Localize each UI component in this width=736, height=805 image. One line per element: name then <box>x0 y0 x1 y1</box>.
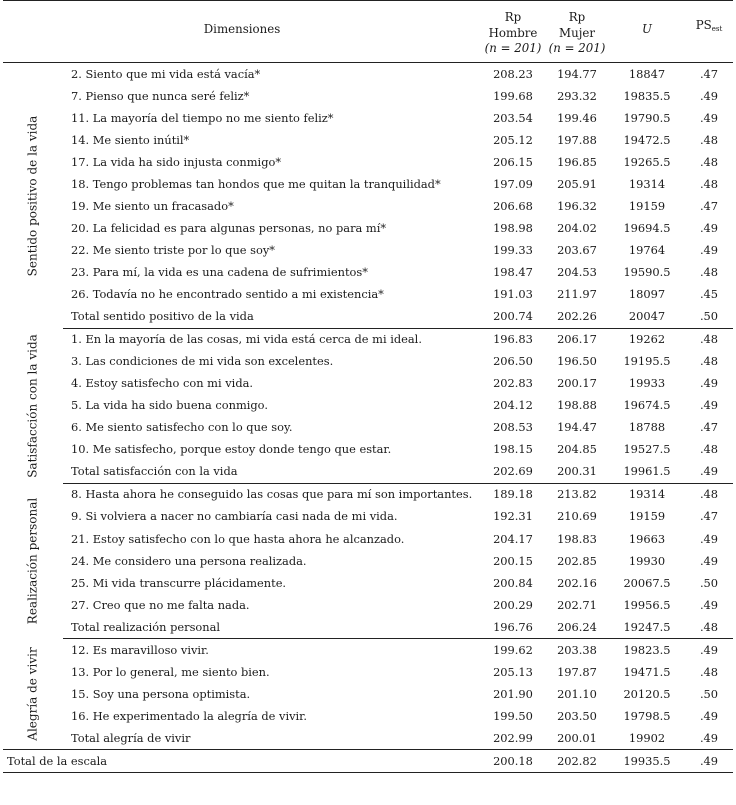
ps-value: .48 <box>685 616 733 639</box>
item-text: 13. Por lo general, me siento bien. <box>71 664 270 679</box>
item-text: Total realización personal <box>63 616 481 639</box>
rp-hombre-value: 198.47 <box>493 264 533 279</box>
item-text: 19. Me siento un fracasado* <box>71 198 234 213</box>
rp-hombre-value: 206.68 <box>493 198 533 213</box>
table-row <box>3 373 733 395</box>
rp-hombre-value: 196.83 <box>493 332 533 347</box>
table-row <box>3 129 733 151</box>
ps-value: .47 <box>699 198 719 213</box>
u-value: 19835.5 <box>623 88 671 103</box>
rp-hombre-value: 199.50 <box>493 708 533 723</box>
rp-hombre-value: 204.12 <box>493 398 533 413</box>
item-text: Total alegría de vivir <box>63 727 481 750</box>
item-text: 4. Estoy satisfecho con mi vida. <box>71 376 254 391</box>
header-u: U <box>642 22 652 37</box>
item-text: 7. Pienso que nunca seré feliz* <box>71 88 250 103</box>
u-value: 19694.5 <box>623 220 671 235</box>
item-text: 26. Todavía no he encontrado sentido a mi existencia* <box>71 286 384 301</box>
table-row <box>3 195 733 217</box>
item-text: 8. Hasta ahora he conseguido las cosas que para mí son importantes. <box>71 487 473 502</box>
u-value: 19262 <box>628 332 666 347</box>
table-row <box>3 283 733 305</box>
rp-hombre-value: 196.76 <box>481 616 545 639</box>
item-text: 3. Las condiciones de mi vida son excelentes. <box>71 354 334 369</box>
rp-mujer-value: 202.71 <box>557 597 597 612</box>
header-rp-hombre-line2: Hombre <box>488 25 538 40</box>
rp-hombre-value: 206.50 <box>493 354 533 369</box>
table-row <box>3 572 733 594</box>
rp-mujer-value: 196.85 <box>557 154 597 169</box>
rp-hombre-value: 200.29 <box>493 597 533 612</box>
rp-mujer-value: 206.24 <box>545 616 609 639</box>
rp-hombre-value: 208.23 <box>493 66 533 81</box>
ps-value: .50 <box>699 575 719 590</box>
ps-value: .49 <box>699 220 719 235</box>
item-text: 2. Siento que mi vida está vacía* <box>71 66 261 81</box>
rp-mujer-value: 201.10 <box>557 686 597 701</box>
ps-value: .47 <box>699 66 719 81</box>
rp-mujer-value: 202.85 <box>557 553 597 568</box>
total-scale-label: Total de la escala <box>3 750 481 773</box>
u-value: 18788 <box>628 420 666 435</box>
item-text: 18. Tengo problemas tan hondos que me quitan la tranquilidad* <box>71 176 441 191</box>
rp-hombre-value: 197.09 <box>493 176 533 191</box>
results-table <box>3 0 733 773</box>
header-rp-mujer-line2: Mujer <box>559 25 595 40</box>
ps-value: .47 <box>699 509 719 524</box>
rp-hombre-value: 204.17 <box>493 531 533 546</box>
rp-hombre-value: 206.15 <box>493 154 533 169</box>
ps-value: .49 <box>699 376 719 391</box>
item-text: 12. Es maravilloso vivir. <box>71 642 209 657</box>
ps-value: .48 <box>699 332 719 347</box>
table-row <box>3 395 733 417</box>
ps-value: .50 <box>685 306 733 329</box>
rp-mujer-value: 200.17 <box>557 376 597 391</box>
table-row <box>3 85 733 107</box>
u-value: 19265.5 <box>623 154 671 169</box>
header-rp-hombre-line1: Rp <box>504 10 522 25</box>
header-ps-subscript: est <box>711 25 723 34</box>
item-text: 23. Para mí, la vida es una cadena de sufrimientos* <box>71 264 368 279</box>
table-row <box>3 483 733 506</box>
ps-value: .48 <box>699 664 719 679</box>
header-rp-mujer <box>545 1 609 63</box>
total-ps-value: .49 <box>685 750 733 773</box>
u-value: 19930 <box>628 553 666 568</box>
section-label-cell <box>3 328 63 483</box>
u-value: 19472.5 <box>623 132 671 147</box>
rp-hombre-value: 199.62 <box>493 642 533 657</box>
u-value: 19590.5 <box>623 264 671 279</box>
section-label-cell <box>3 639 63 750</box>
ps-value: .50 <box>699 686 719 701</box>
rp-hombre-value: 208.53 <box>493 420 533 435</box>
table-row <box>3 261 733 283</box>
u-value: 19247.5 <box>609 616 685 639</box>
rp-hombre-value: 191.03 <box>493 286 533 301</box>
ps-value: .49 <box>685 727 733 750</box>
item-text: Total satisfacción con la vida <box>63 461 481 484</box>
u-value: 20047 <box>609 306 685 329</box>
table-row <box>3 351 733 373</box>
ps-value: .48 <box>699 176 719 191</box>
item-text: 21. Estoy satisfecho con lo que hasta ahora he alcanzado. <box>71 531 405 546</box>
rp-hombre-value: 202.69 <box>481 461 545 484</box>
item-text: 5. La vida ha sido buena conmigo. <box>71 398 268 413</box>
ps-value: .49 <box>699 597 719 612</box>
item-text: 17. La vida ha sido injusta conmigo* <box>71 154 282 169</box>
u-value: 19798.5 <box>623 708 671 723</box>
u-value: 19314 <box>628 487 666 502</box>
ps-value: .49 <box>699 110 719 125</box>
rp-mujer-value: 200.31 <box>545 461 609 484</box>
u-value: 19527.5 <box>623 442 671 457</box>
ps-value: .48 <box>699 264 719 279</box>
table-row <box>3 107 733 129</box>
ps-value: .47 <box>699 420 719 435</box>
item-text: 11. La mayoría del tiempo no me siento feliz* <box>71 110 334 125</box>
table-row <box>3 461 733 484</box>
ps-value: .48 <box>699 487 719 502</box>
ps-value: .48 <box>699 154 719 169</box>
u-value: 19902 <box>609 727 685 750</box>
header-ps <box>685 1 733 63</box>
rp-mujer-value: 203.50 <box>557 708 597 723</box>
total-rp-mujer-value: 202.82 <box>545 750 609 773</box>
rp-hombre-value: 192.31 <box>493 509 533 524</box>
ps-value: .49 <box>699 398 719 413</box>
item-text: 20. La felicidad es para algunas personas, no para mí* <box>71 220 387 235</box>
table-row <box>3 683 733 705</box>
item-text: 15. Soy una persona optimista. <box>71 686 251 701</box>
u-value: 19663 <box>628 531 666 546</box>
rp-mujer-value: 196.32 <box>557 198 597 213</box>
table-row <box>3 417 733 439</box>
rp-mujer-value: 204.85 <box>557 442 597 457</box>
item-text: 9. Si volviera a nacer no cambiaría casi nada de mi vida. <box>71 509 398 524</box>
table-row <box>3 705 733 727</box>
u-value: 19471.5 <box>623 664 671 679</box>
ps-value: .49 <box>699 642 719 657</box>
ps-value: .48 <box>699 442 719 457</box>
rp-hombre-value: 189.18 <box>493 487 533 502</box>
table-body <box>3 63 733 773</box>
table-header <box>3 1 733 63</box>
u-value: 18097 <box>628 286 666 301</box>
rp-hombre-value: 200.74 <box>481 306 545 329</box>
item-text: 14. Me siento inútil* <box>71 132 190 147</box>
rp-mujer-value: 203.38 <box>557 642 597 657</box>
rp-hombre-value: 201.90 <box>493 686 533 701</box>
ps-value: .49 <box>699 88 719 103</box>
u-value: 18847 <box>628 66 666 81</box>
header-ps-text: PS <box>695 18 712 33</box>
section-label: Satisfacción con la vida <box>25 333 40 478</box>
rp-mujer-value: 203.67 <box>557 242 597 257</box>
rp-mujer-value: 213.82 <box>557 487 597 502</box>
section-label-cell <box>3 63 63 329</box>
ps-value: .49 <box>699 242 719 257</box>
table-row <box>3 306 733 329</box>
item-text: 24. Me considero una persona realizada. <box>71 553 307 568</box>
rp-mujer-value: 199.46 <box>557 110 597 125</box>
rp-hombre-value: 199.33 <box>493 242 533 257</box>
rp-mujer-value: 197.88 <box>557 132 597 147</box>
rp-hombre-value: 202.83 <box>493 376 533 391</box>
header-rp-mujer-line1: Rp <box>568 10 586 25</box>
ps-value: .49 <box>685 461 733 484</box>
u-value: 19159 <box>628 509 666 524</box>
rp-mujer-value: 194.77 <box>557 66 597 81</box>
item-text: 27. Creo que no me falta nada. <box>71 597 250 612</box>
table-row <box>3 151 733 173</box>
table-row <box>3 173 733 195</box>
rp-hombre-value: 205.12 <box>493 132 533 147</box>
u-value: 19956.5 <box>623 597 671 612</box>
u-value: 19674.5 <box>623 398 671 413</box>
total-rp-hombre-value: 200.18 <box>481 750 545 773</box>
rp-mujer-value: 202.16 <box>557 575 597 590</box>
u-value: 19314 <box>628 176 666 191</box>
u-value: 19823.5 <box>623 642 671 657</box>
item-text: 25. Mi vida transcurre plácidamente. <box>71 575 287 590</box>
item-text: 16. He experimentado la alegría de vivir. <box>71 708 307 723</box>
table-row <box>3 639 733 662</box>
ps-value: .49 <box>699 531 719 546</box>
ps-value: .49 <box>699 708 719 723</box>
item-text: 22. Me siento triste por lo que soy* <box>71 242 275 257</box>
rp-mujer-value: 198.83 <box>557 531 597 546</box>
item-text: 6. Me siento satisfecho con lo que soy. <box>71 420 293 435</box>
total-scale-row <box>3 750 733 773</box>
u-value: 19933 <box>628 376 666 391</box>
rp-hombre-value: 203.54 <box>493 110 533 125</box>
section-label-cell <box>3 483 63 638</box>
table-row <box>3 727 733 750</box>
rp-hombre-value: 198.15 <box>493 442 533 457</box>
total-u-value: 19935.5 <box>609 750 685 773</box>
table-row <box>3 439 733 461</box>
table-row <box>3 550 733 572</box>
table-row <box>3 528 733 550</box>
table-row <box>3 63 733 86</box>
u-value: 19195.5 <box>623 354 671 369</box>
table-row <box>3 328 733 351</box>
header-rp-hombre <box>481 1 545 63</box>
rp-hombre-value: 200.15 <box>493 553 533 568</box>
rp-mujer-value: 196.50 <box>557 354 597 369</box>
u-value: 19961.5 <box>609 461 685 484</box>
rp-mujer-value: 202.26 <box>545 306 609 329</box>
table-row <box>3 239 733 261</box>
section-label: Sentido positivo de la vida <box>25 115 40 276</box>
ps-value: .45 <box>699 286 719 301</box>
ps-value: .48 <box>699 354 719 369</box>
rp-hombre-value: 202.99 <box>481 727 545 750</box>
rp-mujer-value: 200.01 <box>545 727 609 750</box>
rp-mujer-value: 198.88 <box>557 398 597 413</box>
table-row <box>3 594 733 616</box>
header-dimensiones: Dimensiones <box>203 22 281 37</box>
rp-mujer-value: 293.32 <box>557 88 597 103</box>
section-label: Alegría de vivir <box>25 647 40 741</box>
ps-value: .49 <box>699 553 719 568</box>
u-value: 19159 <box>628 198 666 213</box>
rp-mujer-value: 197.87 <box>557 664 597 679</box>
rp-hombre-value: 205.13 <box>493 664 533 679</box>
header-rp-hombre-line3: (n = 201) <box>484 41 542 56</box>
item-text: Total sentido positivo de la vida <box>63 306 481 329</box>
rp-mujer-value: 206.17 <box>557 332 597 347</box>
table-row <box>3 661 733 683</box>
rp-mujer-value: 211.97 <box>557 286 597 301</box>
header-rp-mujer-line3: (n = 201) <box>548 41 606 56</box>
item-text: 1. En la mayoría de las cosas, mi vida está cerca de mi ideal. <box>71 332 422 347</box>
ps-value: .48 <box>699 132 719 147</box>
table-row <box>3 217 733 239</box>
item-text: 10. Me satisfecho, porque estoy donde tengo que estar. <box>71 442 392 457</box>
rp-hombre-value: 198.98 <box>493 220 533 235</box>
rp-mujer-value: 194.47 <box>557 420 597 435</box>
section-label: Realización personal <box>25 497 40 625</box>
rp-mujer-value: 204.02 <box>557 220 597 235</box>
rp-mujer-value: 204.53 <box>557 264 597 279</box>
rp-mujer-value: 210.69 <box>557 509 597 524</box>
rp-hombre-value: 200.84 <box>493 575 533 590</box>
u-value: 20067.5 <box>623 575 671 590</box>
rp-mujer-value: 205.91 <box>557 176 597 191</box>
u-value: 19764 <box>628 242 666 257</box>
u-value: 20120.5 <box>623 686 671 701</box>
u-value: 19790.5 <box>623 110 671 125</box>
table-row <box>3 616 733 639</box>
rp-hombre-value: 199.68 <box>493 88 533 103</box>
table-row <box>3 506 733 528</box>
